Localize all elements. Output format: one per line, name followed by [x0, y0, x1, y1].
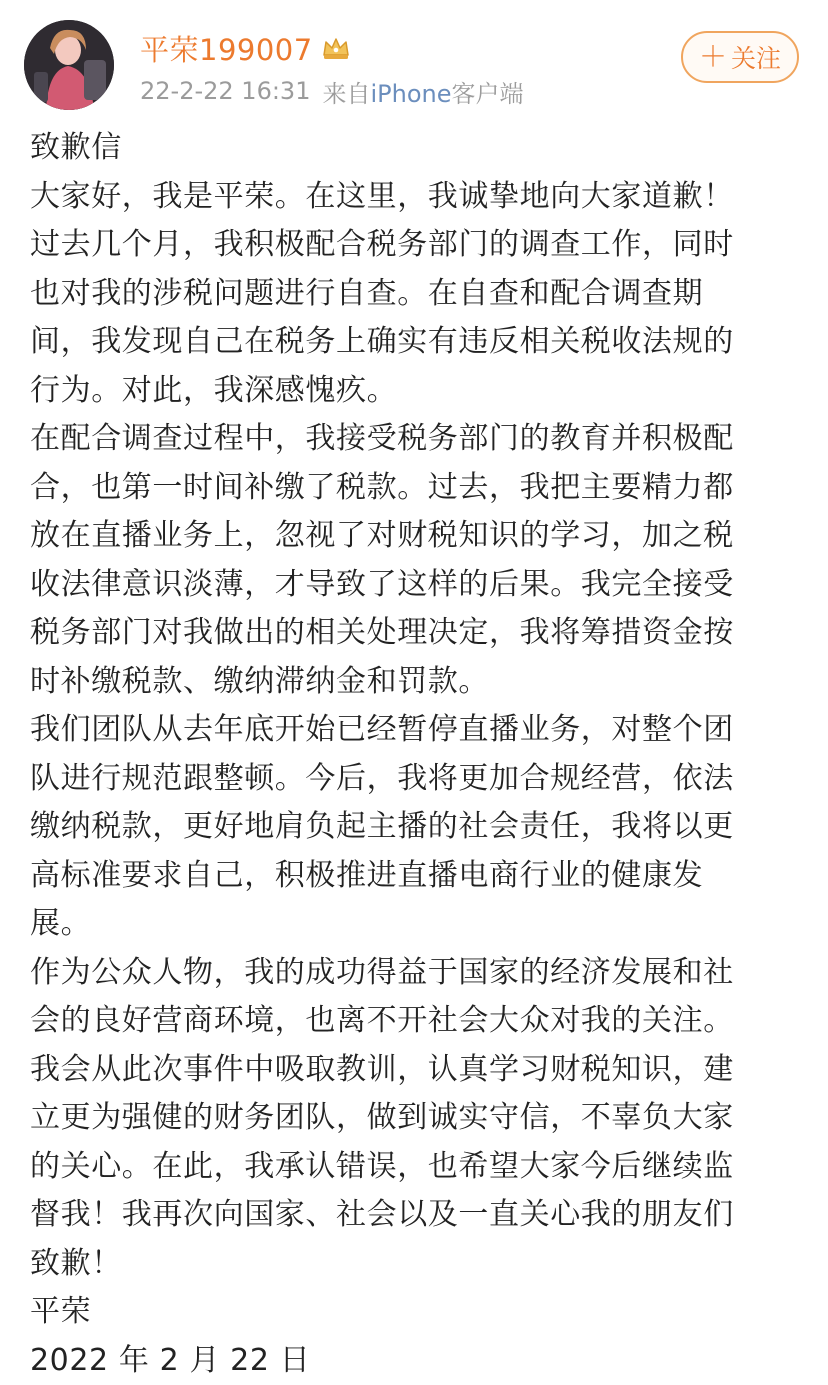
letter-line: 高标准要求自己，积极推进直播电商行业的健康发 [30, 852, 802, 901]
letter-line: 放在直播业务上，忽视了对财税知识的学习，加之税 [30, 512, 802, 561]
letter-line: 缴纳税款，更好地肩负起主播的社会责任，我将以更 [30, 803, 802, 852]
letter-line: 我们团队从去年底开始已经暂停直播业务，对整个团 [30, 706, 802, 755]
letter-line: 的关心。在此，我承认错误，也希望大家今后继续监 [30, 1143, 802, 1192]
letter-line: 督我！我再次向国家、社会以及一直关心我的朋友们 [30, 1191, 802, 1240]
letter-line: 在配合调查过程中，我接受税务部门的教育并积极配 [30, 415, 802, 464]
letter-line: 我会从此次事件中吸取教训，认真学习财税知识，建 [30, 1046, 802, 1095]
letter-line: 展。 [30, 900, 802, 949]
post-source [322, 74, 523, 109]
letter-line: 税务部门对我做出的相关处理决定，我将筹措资金按 [30, 609, 802, 658]
username-row [140, 28, 351, 68]
letter-title: 致歉信 [30, 124, 802, 173]
source-prefix: 来自 [322, 80, 370, 108]
letter-line: 时补缴税款、缴纳滞纳金和罚款。 [30, 658, 802, 707]
letter-line: 会的良好营商环境，也离不开社会大众对我的关注。 [30, 997, 802, 1046]
letter-line: 作为公众人物，我的成功得益于国家的经济发展和社 [30, 949, 802, 998]
post-meta [140, 76, 523, 106]
post-timestamp: 22-2-22 16:31 [140, 77, 310, 105]
letter-line: 行为。对此，我深感愧疚。 [30, 367, 802, 416]
avatar[interactable] [24, 20, 114, 110]
crown-icon[interactable] [321, 35, 351, 61]
letter-line: 收法律意识淡薄，才导致了这样的后果。我完全接受 [30, 561, 802, 610]
letter-line: 致歉！ [30, 1240, 802, 1289]
follow-button[interactable] [681, 31, 799, 83]
letter-line: 合，也第一时间补缴了税款。过去，我把主要精力都 [30, 464, 802, 513]
follow-label: 关注 [731, 39, 781, 75]
avatar-image [24, 20, 114, 110]
plus-icon: ＋ [699, 43, 727, 71]
username[interactable]: 平荣199007 [140, 28, 313, 69]
letter-signature: 平荣 [30, 1288, 802, 1337]
letter-date: 2022 年 2 月 22 日 [30, 1337, 802, 1385]
source-device[interactable]: iPhone [370, 80, 451, 108]
source-suffix: 客户端 [451, 80, 523, 108]
letter-line: 大家好，我是平荣。在这里，我诚挚地向大家道歉！ [30, 173, 802, 222]
letter-line: 队进行规范跟整顿。今后，我将更加合规经营，依法 [30, 755, 802, 804]
letter-line: 也对我的涉税问题进行自查。在自查和配合调查期 [30, 270, 802, 319]
apology-letter [30, 124, 802, 1385]
letter-line: 立更为强健的财务团队，做到诚实守信，不辜负大家 [30, 1094, 802, 1143]
letter-line: 间，我发现自己在税务上确实有违反相关税收法规的 [30, 318, 802, 367]
letter-line: 过去几个月，我积极配合税务部门的调查工作，同时 [30, 221, 802, 270]
